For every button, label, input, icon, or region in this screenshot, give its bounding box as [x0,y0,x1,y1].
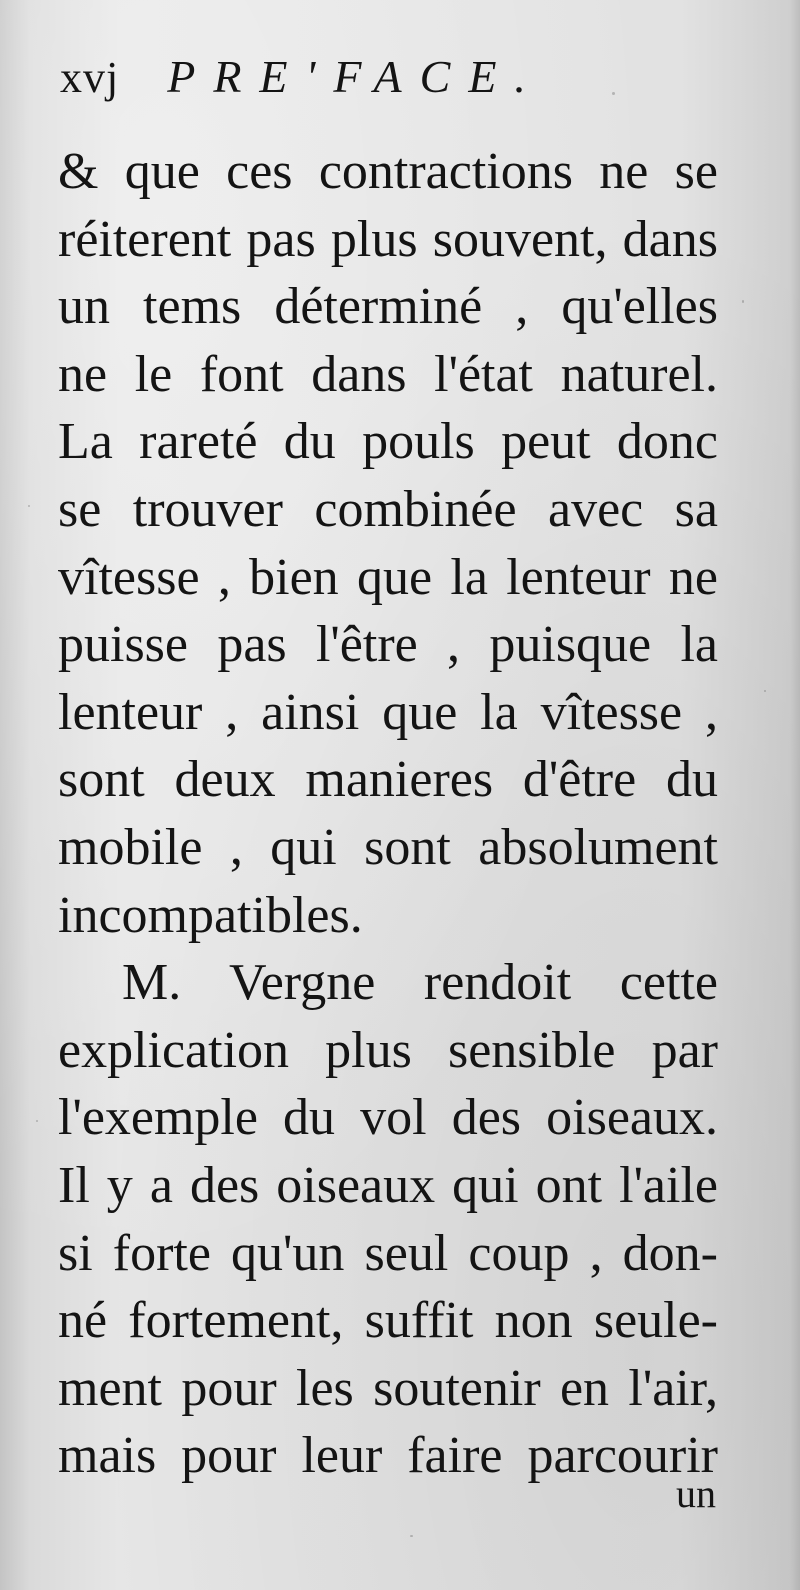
text-line: mais pour leur faire parcourir [58,1427,718,1485]
text-line: lenteur , ainsi que la vîtesse , [58,683,718,741]
text-line: mobile , qui sont absolument [58,818,718,876]
page-number: xvj [60,53,120,102]
paper-speck [36,1120,38,1122]
text-line: réiterent pas plus souvent, dans [58,210,718,268]
paper-speck [28,505,30,507]
text-line: vîtesse , bien que la lenteur ne [58,548,718,606]
text-line: explication plus sensible par [58,1021,718,1079]
text-line: né fortement, suffit non seule- [58,1292,718,1350]
text-line: & que ces contractions ne se [58,143,718,200]
text-line: un tems déterminé , qu'elles [58,278,718,336]
text-line: se trouver combinée avec sa [58,480,718,538]
text-line: puisse pas l'être , puisque la [58,616,718,674]
text-line: La rareté du pouls peut donc [58,413,718,471]
paper-speck [410,1535,413,1537]
text-line: l'exemple du vol des oiseaux. [58,1089,718,1147]
paper-speck [742,300,744,303]
paper-speck [764,690,766,692]
text-line: si forte qu'un seul coup , don- [58,1224,718,1282]
paragraph-start-line: M. Vergne rendoit cette [122,954,718,1012]
text-line: sont deux manieres d'être du [58,751,718,809]
paper-speck [612,92,615,95]
text-line: ment pour les soutenir en l'air, [58,1359,718,1417]
body-text [58,138,718,1490]
text-line: ne le font dans l'état naturel. [58,345,718,403]
catchword: un [676,1471,716,1516]
paragraph-end-line: incompatibles. [58,886,363,944]
running-title: PRE'FACE. [167,51,544,102]
page-header [60,50,740,120]
text-line: Il y a des oiseaux qui ont l'aile [58,1156,718,1214]
